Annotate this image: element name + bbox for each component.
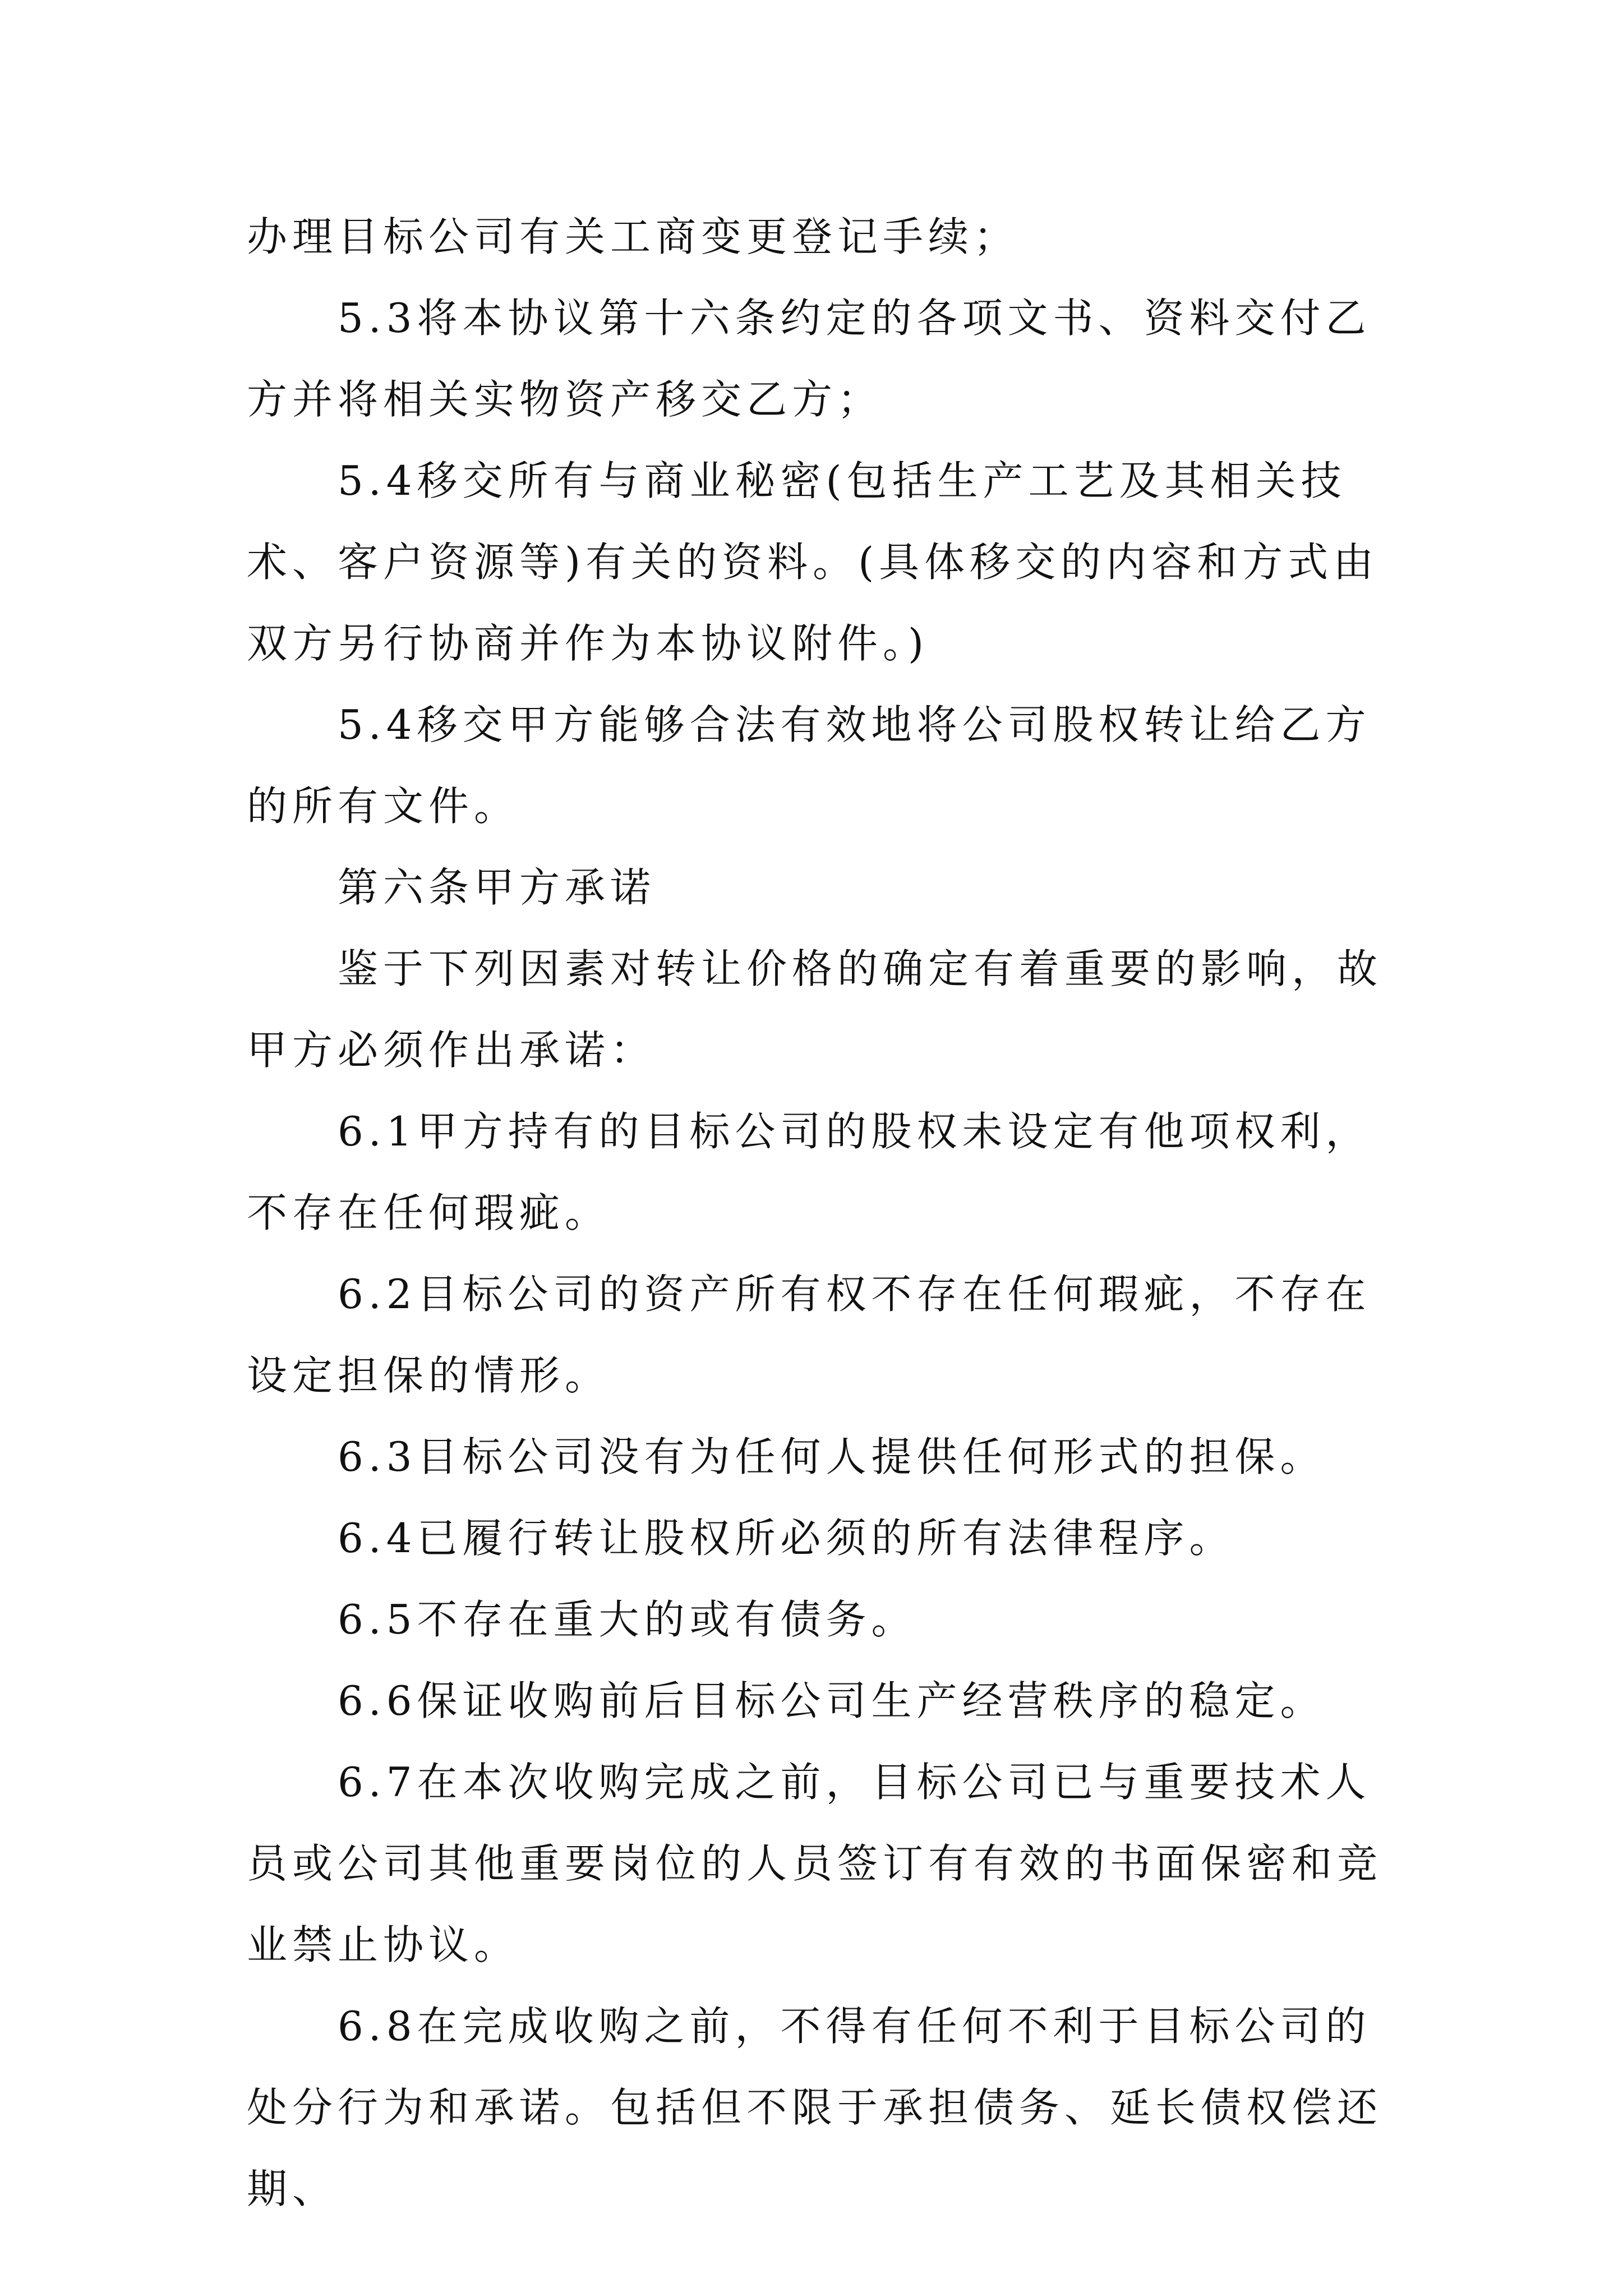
clause-6-6: 6.6保证收购前后目标公司生产经营秩序的稳定。	[338, 1677, 1326, 1724]
clause-6-2: 6.2目标公司的资产所有权不存在任何瑕疵，不存在设定担保的情形。	[247, 1271, 1371, 1399]
clause-5-4-trade-secrets: 5.4移交所有与商业秘密(包括生产工艺及其相关技术、客户资源等)有关的资料。(具体移交的内容和方式由双方另行协商并作为本协议附件。)	[247, 457, 1379, 667]
clause-5-3: 5.3将本协议第十六条约定的各项文书、资料交付乙方并将相关实物资产移交乙方；	[247, 295, 1371, 423]
article-6-heading: 第六条甲方承诺	[338, 864, 656, 911]
clause-6-5: 6.5不存在重大的或有债务。	[338, 1596, 917, 1643]
article-6-preamble: 鉴于下列因素对转让价格的确定有着重要的影响，故甲方必须作出承诺：	[247, 945, 1383, 1074]
clause-6-1: 6.1甲方持有的目标公司的股权未设定有他项权利，不存在任何瑕疵。	[247, 1108, 1371, 1236]
clause-6-3: 6.3目标公司没有为任何人提供任何形式的担保。	[338, 1433, 1326, 1480]
paragraph-continuation: 办理目标公司有关工商变更登记手续；	[247, 213, 1020, 260]
document-body	[247, 196, 1396, 2230]
clause-6-7: 6.7在本次收购完成之前，目标公司已与重要技术人员或公司其他重要岗位的人员签订有有效的书面保密和竞业禁止协议。	[247, 1759, 1383, 1968]
clause-6-8: 6.8在完成收购之前，不得有任何不利于目标公司的处分行为和承诺。包括但不限于承担债务、延长债权偿还期、	[247, 2003, 1383, 2212]
clause-6-4: 6.4已履行转让股权所必须的所有法律程序。	[338, 1515, 1235, 1562]
clause-5-4-transfer-documents: 5.4移交甲方能够合法有效地将公司股权转让给乙方的所有文件。	[247, 701, 1371, 830]
